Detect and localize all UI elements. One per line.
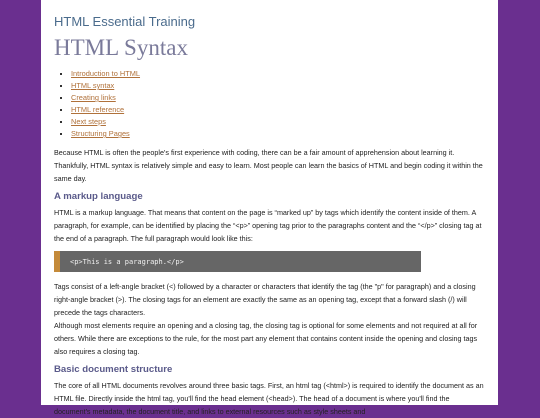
toc-link-html-reference[interactable]: HTML reference	[71, 105, 125, 114]
code-example: <p>This is a paragraph.</p>	[70, 257, 184, 266]
toc-link-html-syntax[interactable]: HTML syntax	[71, 81, 115, 90]
structure-paragraph-1: The core of all HTML documents revolves around three basic tags. First, an html tag (<html>) is required to identify the document as an HTML file. Directly inside the html tag, you'll find the head element (<head>). The head of a document is where you'll find the document's metadata, the document title, and links to external resources such as style sheets and	[54, 381, 484, 416]
toc-item	[71, 128, 486, 140]
section-heading-markup-language: A markup language	[54, 191, 143, 202]
toc-link-next-steps[interactable]: Next steps	[71, 117, 106, 126]
site-title: HTML Essential Training	[54, 14, 196, 29]
section-heading-document-structure: Basic document structure	[54, 364, 173, 375]
code-example-block	[54, 251, 421, 272]
page-title: HTML Syntax	[54, 35, 188, 60]
toc-link-structuring-pages[interactable]: Structuring Pages	[71, 129, 130, 138]
markup-paragraph-3: Although most elements require an opening and a closing tag, the closing tag is optional for some elements and not required at all for others. While there are exceptions to the rule, for the most part any element that contains content inside the opening and closing tags also requires a closing tag.	[54, 321, 478, 356]
toc-link-introduction[interactable]: Introduction to HTML	[71, 69, 141, 78]
page-content	[41, 0, 498, 416]
toc-item	[71, 80, 486, 92]
markup-paragraph-2: Tags consist of a left-angle bracket (<) followed by a character or characters that identify the tag (the "p" for paragraph) and a closing right-angle bracket (>). The closing tags for an element are exactly the same as an opening tag, except that a forward slash (/) will precede the tags characters.	[54, 282, 476, 317]
toc-item	[71, 104, 486, 116]
table-of-contents	[54, 68, 486, 140]
intro-paragraph: Because HTML is often the people's first experience with coding, there can be a fair amount of apprehension about learning it. Thankfully, HTML syntax is relatively simple and easy to learn. Most people can learn the basics of HTML and begin coding it within the same day.	[54, 148, 483, 183]
toc-item	[71, 68, 486, 80]
toc-item	[71, 92, 486, 104]
markup-paragraph-1: HTML is a markup language. That means that content on the page is “marked up” by tags which identify the content inside of them. A paragraph, for example, can be identified by placing the “<p>” opening tag prior to the paragraphs content and the “</p>” closing tag at the end of a paragraph. The full paragraph would look like this:	[54, 208, 482, 243]
toc-link-creating-links[interactable]: Creating links	[71, 93, 116, 102]
toc-item	[71, 116, 486, 128]
